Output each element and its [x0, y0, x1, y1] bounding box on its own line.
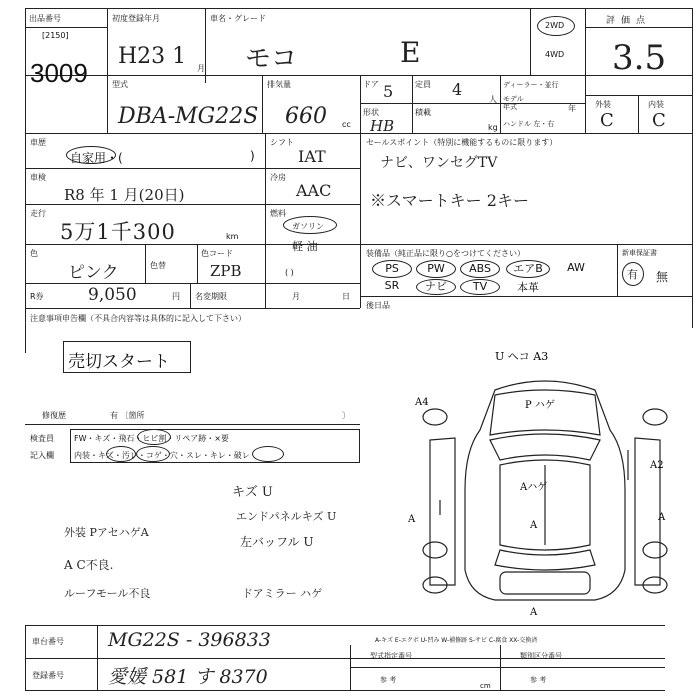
- load-label: 積載: [415, 108, 431, 117]
- grade: E: [400, 36, 421, 69]
- inspector-row1: FW・キズ・飛石・ヒビ割・リペア跡・×要: [74, 434, 229, 443]
- drive-4wd: 4WD: [545, 50, 565, 59]
- cap-value: 4: [452, 80, 463, 99]
- divider: [360, 296, 692, 297]
- equip-airbag: エアB: [506, 260, 550, 278]
- divider: [197, 244, 198, 283]
- divider: [617, 244, 618, 296]
- remark-6: ルーフモール不良: [64, 587, 151, 600]
- divider: [585, 27, 692, 28]
- shift-value: IAT: [298, 147, 326, 166]
- ext-grade: C: [600, 110, 614, 131]
- windshield-outline: [490, 434, 600, 460]
- divider: [265, 133, 266, 308]
- divider: [25, 75, 692, 76]
- dealer-label: ディーラー・並行: [503, 81, 559, 89]
- diagram-r-a2: A2: [650, 460, 664, 471]
- sales-point-label: セールスポイント（特別に機能するものに限ります）: [366, 138, 558, 147]
- notes-label: 注意事項申告欄（不具合内容等は具体的に記入して下さい）: [30, 314, 246, 323]
- car-name: モコ: [245, 44, 298, 74]
- inspect-value: R8 年 1 月(20日): [64, 186, 185, 204]
- mark-circle-1: [137, 429, 171, 445]
- first-reg-label: 初度登録年月: [112, 14, 160, 23]
- score-value: 3.5: [612, 38, 667, 78]
- divider: [25, 308, 360, 309]
- repair-value: 有 〔箇所: [110, 411, 145, 420]
- remark-7: ドアミラー ハゲ: [242, 587, 323, 600]
- colorno-label: 色替: [150, 261, 166, 270]
- door-label: ドア: [363, 80, 379, 89]
- inspector-label-2: 記入欄: [30, 451, 54, 460]
- class-no-label: 類別区分番号: [520, 652, 562, 660]
- colorcode-value: ZPB: [210, 262, 242, 280]
- divider: [25, 690, 665, 691]
- fuel-gas: ガソリン: [292, 222, 324, 231]
- divider: [360, 103, 585, 104]
- divider: [25, 133, 692, 134]
- rear-panel-outline: [500, 572, 590, 594]
- recycle-value: 9,050: [88, 285, 137, 305]
- disp-value: 660: [285, 104, 327, 129]
- use-value: 自家用・(: [70, 151, 123, 165]
- diagram-bot-a: A: [530, 607, 538, 618]
- diagram-l-a: A: [408, 514, 416, 525]
- inspect-label: 車検: [30, 173, 46, 182]
- wheel-ml: [423, 542, 447, 558]
- shift-label: シフト: [270, 138, 294, 147]
- divider: [25, 283, 360, 284]
- divider: [530, 8, 531, 75]
- divider: [25, 625, 665, 626]
- cap-unit: 人: [489, 95, 497, 104]
- disp-unit: cc: [342, 120, 351, 129]
- equipment-row2: [372, 279, 550, 295]
- name-label: 車名・グレード: [210, 14, 266, 23]
- tax-month: 月: [292, 292, 300, 301]
- lot-sub: [2150]: [42, 31, 69, 40]
- footer-legend: A-キズ E-エクボ U-凹み W-補修跡 S-サビ C-腐食 XX-交換済: [375, 637, 538, 644]
- cm-unit: cm: [480, 682, 491, 690]
- first-reg-value: H23 1: [118, 44, 187, 69]
- remark-1: キズ U: [232, 485, 273, 500]
- use-label: 車歴: [30, 138, 46, 147]
- equip-ps: PS: [372, 260, 412, 278]
- remark-4: 左バッフル U: [240, 535, 314, 549]
- drive-2wd: 2WD: [545, 21, 565, 30]
- diagram-l-a4: A4: [415, 397, 429, 408]
- divider: [25, 27, 107, 28]
- int-label: 内装: [648, 100, 664, 109]
- sales-point-line1: ナビ、ワンセグTV: [380, 155, 498, 171]
- diagram-top-note: U ヘコ A3: [495, 350, 549, 363]
- wheel-mr: [643, 542, 667, 558]
- divider: [25, 625, 26, 690]
- diagram-r-a: A: [658, 512, 666, 523]
- divider: [145, 244, 146, 283]
- mileage-label: 走行: [30, 209, 46, 218]
- car-diagram: [400, 350, 690, 620]
- recycle-label: R券: [30, 292, 44, 301]
- new-car-label: 新車保証書: [622, 249, 657, 257]
- fuel-label: 燃料: [270, 209, 286, 218]
- use-close: ): [250, 149, 255, 163]
- divider: [360, 75, 361, 133]
- door-value: 5: [383, 82, 394, 101]
- inspector-label-1: 検査員: [30, 434, 54, 443]
- later-label: 後日品: [366, 301, 390, 310]
- diagram-p-mid: Aハゲ: [520, 482, 548, 493]
- repair-close: 〕: [342, 411, 350, 420]
- fuel-diesel: 軽 油: [292, 240, 318, 253]
- color-value: ピンク: [68, 263, 119, 283]
- inspector-row2: 内装・キズ・汚レ・コゲ・穴・スレ・キレ・破レ: [74, 451, 250, 460]
- year-unit: 年: [568, 104, 576, 113]
- remark-5: A C不良.: [64, 558, 114, 572]
- handle-label: ハンドル 左・右: [503, 120, 555, 128]
- ac-value: AAC: [296, 181, 332, 200]
- divider: [25, 658, 665, 659]
- model-year-label: モデル 年式: [503, 95, 524, 111]
- equip-aw: AW: [567, 261, 585, 274]
- colorcode-label: 色コード: [201, 249, 233, 258]
- rear-window-outline: [495, 550, 595, 570]
- divider: [412, 75, 413, 133]
- frame-top: [25, 8, 693, 9]
- reg-value: 愛媛 581 す 8370: [108, 666, 268, 688]
- first-reg-month-unit: 月: [197, 64, 205, 73]
- remark-3: 外装 PアセハゲA: [64, 526, 149, 539]
- frame-right: [692, 8, 693, 328]
- divider: [107, 8, 108, 133]
- divider: [205, 8, 206, 83]
- ac-label: 冷房: [270, 173, 286, 182]
- score-label: 評価点: [606, 16, 652, 26]
- hood-outline: [490, 390, 600, 435]
- chassis-label: 車台番号: [32, 637, 64, 646]
- warranty-no: 無: [656, 270, 669, 284]
- cap-label: 定員: [415, 80, 431, 89]
- equip-leather: 本革: [517, 281, 539, 294]
- mark-circle-3: [136, 446, 170, 462]
- equipment-row1: [372, 260, 594, 278]
- equipment-label: 装備品（純正品に限り○をつけてください）: [366, 249, 525, 258]
- equip-navi: ナビ: [416, 279, 456, 295]
- lot-label: 出品番号: [29, 14, 61, 23]
- diagram-mid-a: A: [530, 520, 538, 531]
- ref-label-2: 参 考: [530, 676, 547, 684]
- notes-text: 売切スタート: [68, 352, 170, 372]
- disp-label: 排気量: [267, 80, 291, 89]
- repair-label: 修復歴: [42, 411, 66, 420]
- int-grade: C: [652, 110, 666, 131]
- divider: [350, 667, 665, 668]
- divider: [97, 625, 98, 690]
- diagram-p-top: P ハゲ: [525, 400, 555, 411]
- color-label: 色: [30, 249, 38, 258]
- divider: [360, 244, 692, 245]
- ref-label-1: 参 考: [380, 676, 397, 684]
- mileage-unit: km: [226, 232, 239, 241]
- warranty-yes: 有: [627, 268, 638, 281]
- fuel-paren: ( ): [285, 268, 294, 277]
- equip-pw: PW: [416, 260, 456, 278]
- remark-2: エンドパネルキズ U: [236, 510, 337, 523]
- tax-label: 名変期限: [195, 292, 227, 301]
- divider: [500, 75, 501, 133]
- load-unit: kg: [488, 123, 498, 132]
- divider: [190, 283, 191, 308]
- equip-tv: TV: [460, 279, 500, 295]
- reg-label: 登録番号: [32, 671, 64, 680]
- mark-circle-2: [106, 446, 136, 462]
- divider: [638, 95, 639, 133]
- divider: [262, 75, 263, 133]
- left-side-outline: [430, 438, 455, 585]
- type-no-label: 型式指定番号: [370, 652, 412, 660]
- tax-day: 日: [342, 292, 350, 301]
- wheel-fl: [423, 409, 447, 425]
- chassis-value: MG22S - 396833: [108, 629, 271, 651]
- model-label: 型式: [112, 80, 128, 89]
- recycle-unit: 円: [172, 292, 180, 301]
- divider: [360, 133, 361, 308]
- shape-label: 形状: [363, 108, 379, 117]
- equip-abs: ABS: [460, 260, 500, 278]
- frame-left: [25, 8, 26, 353]
- shape-value: HB: [370, 117, 395, 135]
- wheel-fr: [643, 409, 667, 425]
- lot-number: 3009: [30, 58, 88, 88]
- model-value: DBA-MG22S: [118, 104, 259, 129]
- mileage-value: 5万1千300: [60, 220, 176, 244]
- divider: [25, 168, 360, 169]
- ext-label: 外装: [595, 100, 611, 109]
- mark-circle-4: [252, 446, 284, 462]
- divider: [25, 424, 360, 425]
- equip-sr: SR: [384, 279, 400, 292]
- sales-point-line2: ※スマートキー 2キー: [370, 191, 529, 210]
